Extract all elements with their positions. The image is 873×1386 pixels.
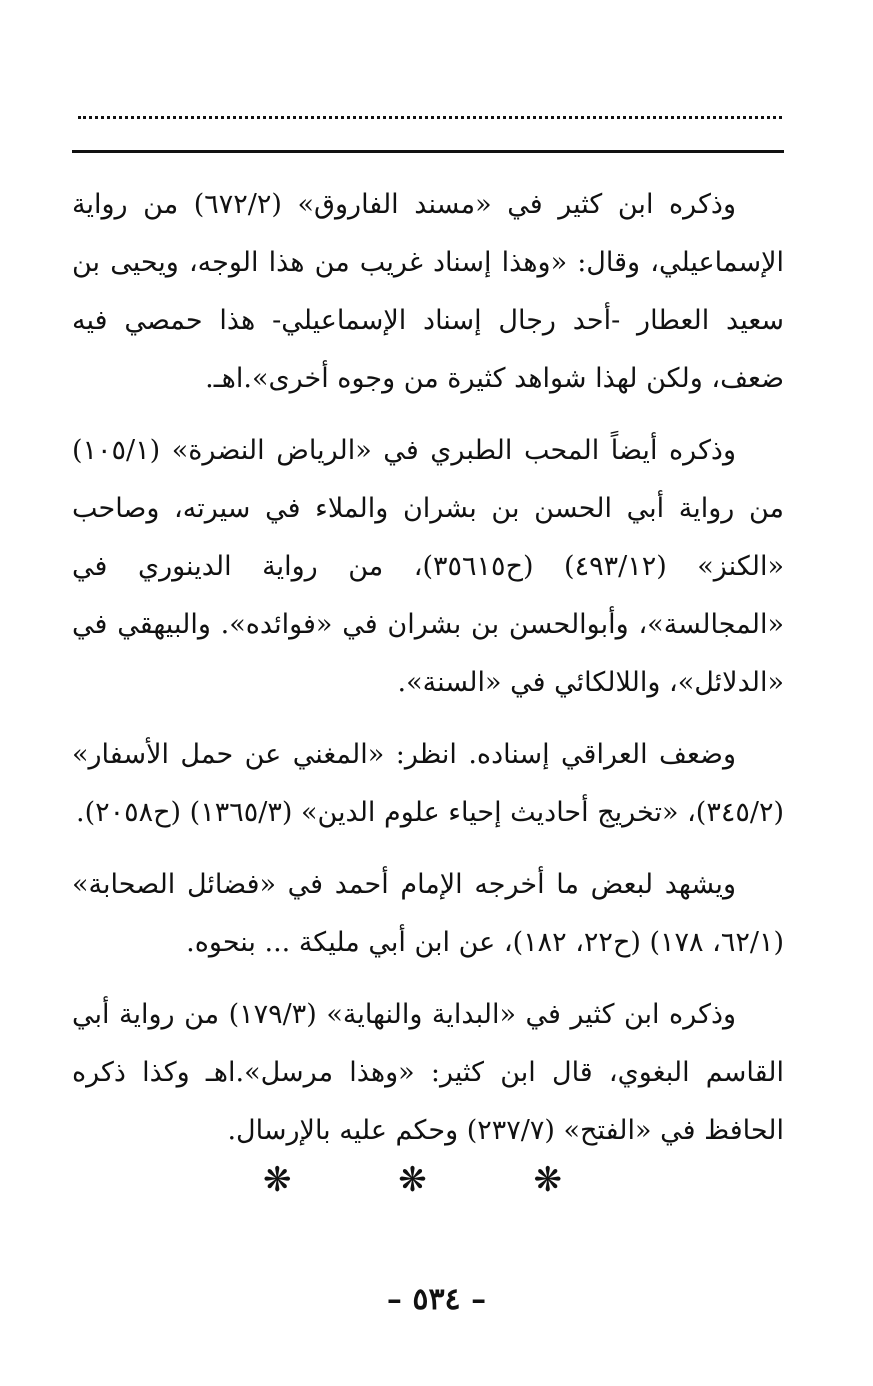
horizontal-rule [72,150,784,153]
page-number: – ٥٣٤ – [386,1282,487,1317]
paragraph-2: وذكره أيضاً المحب الطبري في «الرياض النضرة» (١٠٥/١) من رواية أبي الحسن بن بشران والملاء في سيرته، وصاحب «الكنز» (٤٩٣/١٢) (ح٣٥٦١٥)، من رواية الدينوري في «المجالسة»، وأبوالحسن بن بشران في «فوائده». والبيهقي في «الدلائل»، واللالكائي في «السنة». [72,435,784,698]
paragraph-5: وذكره ابن كثير في «البداية والنهاية» (١٧٩/٣) من رواية أبي القاسم البغوي، قال ابن كثير: «وهذا مرسل».اهـ وكذا ذكره الحافظ في «الفتح» (٢٣٧/٧) وحكم عليه بالإرسال. [72,999,784,1146]
paragraph-1: وذكره ابن كثير في «مسند الفاروق» (٦٧٢/٢) من رواية الإسماعيلي، وقال: «وهذا إسناد غريب من هذا الوجه، ويحيى بن سعيد العطار -أحد رجال إسناد الإسماعيلي- هذا حمصي فيه ضعف، ولكن لهذا شواهد كثيرة من وجوه أخرى».اهـ. [72,189,784,394]
section-separator-stars: ❋ ❋ ❋ [262,1160,611,1200]
paragraph-3: وضعف العراقي إسناده. انظر: «المغني عن حمل الأسفار» (٣٤٥/٢)، «تخريج أحاديث إحياء علوم الدين» (١٣٦٥/٣) (ح٢٠٥٨). [72,739,784,828]
paragraph-4: ويشهد لبعض ما أخرجه الإمام أحمد في «فضائل الصحابة» (٦٢/١، ١٧٨) (ح٢٢، ١٨٢)، عن ابن أبي مليكة ... بنحوه. [72,869,784,958]
dotted-separator-line [78,106,782,119]
main-text [72,176,784,1174]
